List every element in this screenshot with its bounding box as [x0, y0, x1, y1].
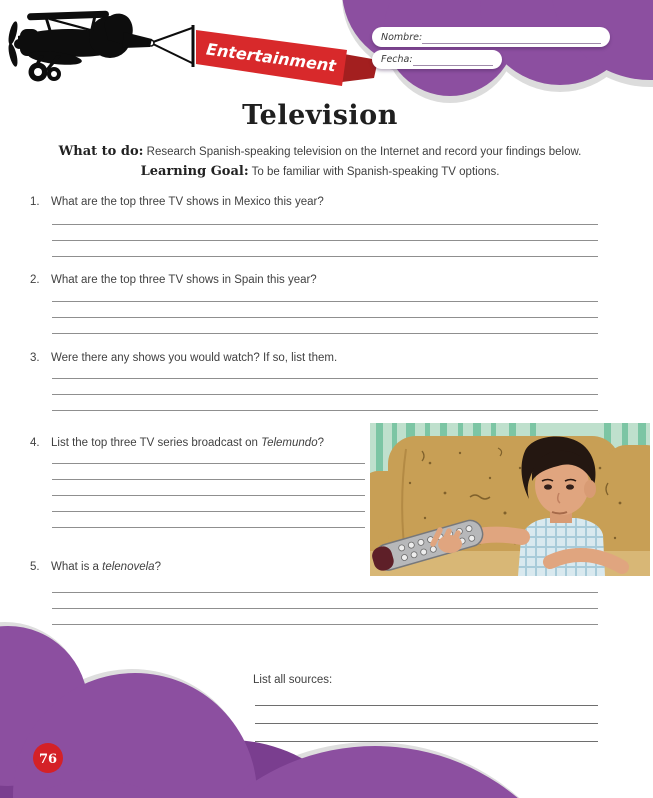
question-2: [30, 274, 630, 286]
fecha-field[interactable]: [372, 50, 502, 69]
learning-goal-label: Learning Goal:: [140, 164, 249, 179]
question-5-text: What is a: [51, 561, 103, 573]
bottom-clouds-front: [0, 626, 597, 798]
question-1-answer-lines: [52, 209, 598, 257]
page-title: Television: [242, 100, 398, 131]
answer-line[interactable]: [52, 448, 365, 464]
question-2-answer-lines: [52, 286, 598, 334]
learning-goal-text: To be familiar with Spanish-speaking TV options.: [248, 166, 500, 178]
question-3-answer-lines: [52, 363, 598, 411]
question-1: [30, 196, 630, 208]
question-4-italic: Telemundo: [261, 437, 318, 449]
question-4-text: List the top three TV series broadcast on: [51, 437, 262, 449]
sources-label: List all sources:: [253, 674, 333, 686]
question-2-text: What are the top three TV shows in Spain this year?: [51, 274, 317, 286]
fecha-label: Fecha:: [381, 54, 413, 65]
top-decor-graphic: [0, 0, 653, 112]
question-5: 5. What is a telenovela?: [30, 561, 161, 573]
what-to-do-text: Research Spanish-speaking television on the Internet and record your findings below.: [143, 146, 582, 158]
boy-with-remote-photo: [370, 423, 650, 576]
answer-line[interactable]: [52, 318, 598, 334]
question-1-number: 1.: [30, 196, 40, 208]
nombre-label: Nombre:: [381, 31, 423, 43]
question-3-number: 3.: [30, 352, 40, 364]
question-3-text: Were there any shows you would watch? If so, list them.: [51, 352, 338, 364]
answer-line[interactable]: [52, 209, 598, 225]
answer-line[interactable]: [52, 496, 365, 512]
answer-line[interactable]: [52, 379, 598, 395]
question-2-number: 2.: [30, 274, 40, 286]
question-4-number: 4.: [30, 437, 40, 449]
nombre-input-line[interactable]: [422, 30, 601, 43]
answer-line[interactable]: [52, 395, 598, 411]
bottom-clouds-graphic: [0, 618, 653, 798]
answer-line[interactable]: [52, 480, 365, 496]
question-5-italic: telenovela: [102, 561, 155, 573]
entertainment-banner-label: Entertainment: [205, 39, 338, 76]
answer-line[interactable]: [52, 225, 598, 241]
banner-ropes: [148, 25, 193, 67]
answer-line[interactable]: [52, 363, 598, 379]
what-to-do-line: [0, 144, 640, 159]
question-1-text: What are the top three TV shows in Mexico this year?: [51, 196, 324, 208]
answer-line[interactable]: [52, 286, 598, 302]
learning-goal-line: [0, 164, 640, 179]
answer-line[interactable]: [52, 577, 598, 593]
question-4-answer-lines: [52, 448, 365, 528]
what-to-do-label: What to do:: [58, 144, 144, 159]
question-4: 4. List the top three TV series broadcast on Telemundo?: [30, 437, 324, 449]
answer-line[interactable]: [52, 593, 598, 609]
answer-line[interactable]: [52, 241, 598, 257]
biplane-icon: [7, 11, 152, 82]
fecha-input-line[interactable]: [413, 53, 493, 66]
answer-line[interactable]: [52, 302, 598, 318]
answer-line[interactable]: [52, 464, 365, 480]
page-number: 76: [38, 752, 58, 767]
answer-line[interactable]: [52, 512, 365, 528]
nombre-field[interactable]: [372, 27, 610, 47]
question-5-number: 5.: [30, 561, 40, 573]
